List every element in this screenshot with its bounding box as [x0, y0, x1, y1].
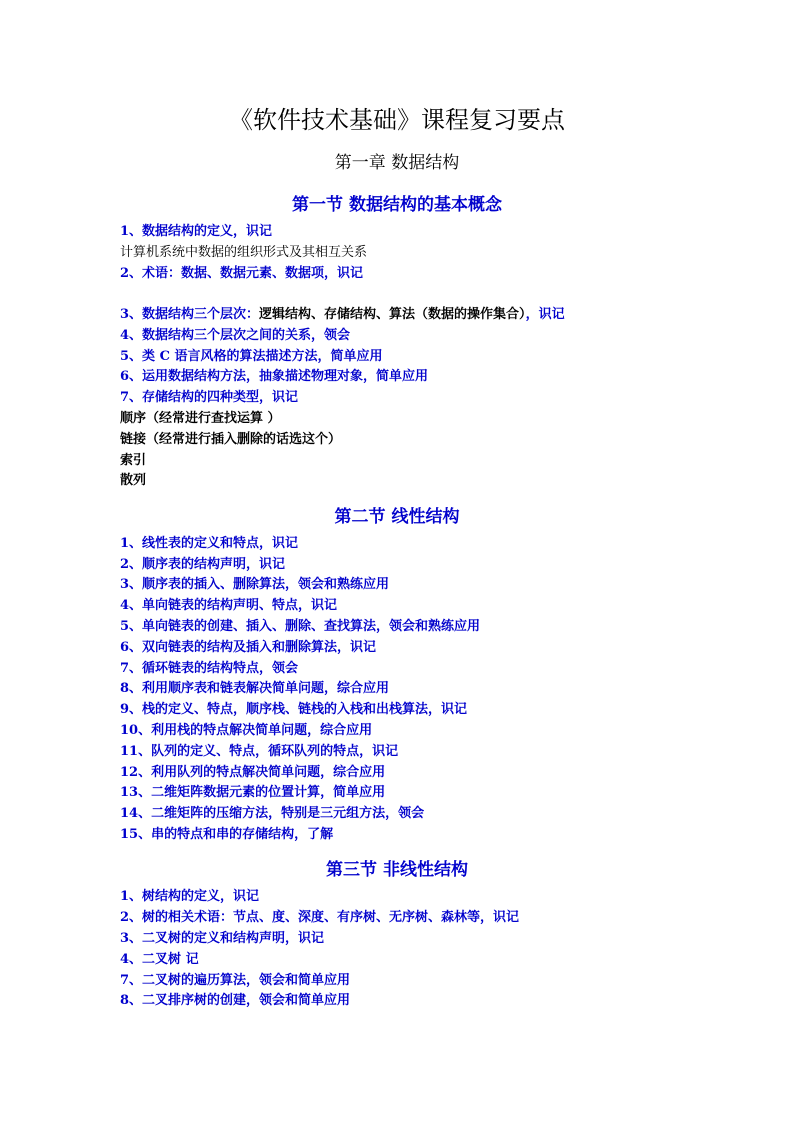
list-item-part: 逻辑结构、存储结构、算法（数据的操作集合）	[259, 307, 526, 322]
list-item: 2、术语：数据、数据元素、数据项，识记	[120, 266, 364, 281]
list-item: 1、线性表的定义和特点，识记	[120, 536, 299, 551]
list-item: 4、二叉树 记	[120, 952, 199, 967]
list-item: 2、顺序表的结构声明，识记	[120, 557, 286, 572]
list-item: 2、树的相关术语：节点、度、深度、有序树、无序树、森林等，识记	[120, 910, 520, 925]
list-item: 7、二叉树的遍历算法，领会和简单应用	[120, 973, 351, 988]
list-item: 12、利用队列的特点解决简单问题，综合应用	[120, 765, 386, 780]
list-item: 计算机系统中数据的组织形式及其相互关系	[120, 245, 368, 260]
section-1-title: 第一节 数据结构的基本概念	[292, 195, 502, 215]
section-2-title: 第二节 线性结构	[334, 507, 460, 527]
list-item: 15、串的特点和串的存储结构，了解	[120, 827, 334, 842]
list-item: 6、双向链表的结构及插入和删除算法，识记	[120, 640, 377, 655]
list-item: 1、数据结构的定义，识记	[120, 224, 273, 239]
list-item: 13、二维矩阵数据元素的位置计算，简单应用	[120, 785, 386, 800]
list-item: 4、单向链表的结构声明、特点，识记	[120, 598, 338, 613]
list-item: 1、树结构的定义，识记	[120, 889, 260, 904]
list-item: 8、二叉排序树的创建，领会和简单应用	[120, 993, 351, 1008]
list-item: 10、利用栈的特点解决简单问题，综合应用	[120, 723, 373, 738]
list-item: 顺序（经常进行查找运算 ）	[120, 411, 281, 426]
list-item: 14、二维矩阵的压缩方法，特别是三元组方法，领会	[120, 806, 425, 821]
list-item: 5、单向链表的创建、插入、删除、查找算法，领会和熟练应用	[120, 619, 481, 634]
list-item: 8、利用顺序表和链表解决简单问题，综合应用	[120, 681, 390, 696]
list-item: 3、二叉树的定义和结构声明，识记	[120, 931, 325, 946]
chapter-title: 第一章 数据结构	[334, 153, 460, 173]
list-item: 7、存储结构的四种类型，识记	[120, 390, 299, 405]
list-item: 6、运用数据结构方法，抽象描述物理对象，简单应用	[120, 369, 429, 384]
list-item-part: 3、数据结构三个层次：	[120, 307, 260, 322]
list-item-part: ，识记	[525, 307, 565, 322]
list-item	[120, 305, 565, 325]
list-item: 4、数据结构三个层次之间的关系，领会	[120, 328, 351, 343]
list-item: 链接（经常进行插入删除的话选这个）	[120, 432, 342, 447]
section-3-title: 第三节 非线性结构	[326, 860, 468, 880]
list-item: 3、顺序表的插入、删除算法，领会和熟练应用	[120, 577, 390, 592]
list-item: 11、队列的定义、特点，循环队列的特点，识记	[120, 744, 399, 759]
list-item: 7、循环链表的结构特点，领会	[120, 661, 299, 676]
list-item: 9、栈的定义、特点，顺序栈、链栈的入栈和出栈算法，识记	[120, 702, 468, 717]
list-item: 5、类 C 语言风格的算法描述方法，简单应用	[120, 349, 383, 364]
document-title: 《软件技术基础》课程复习要点	[229, 106, 565, 134]
list-item: 索引	[120, 453, 147, 468]
list-item: 散列	[120, 473, 147, 488]
